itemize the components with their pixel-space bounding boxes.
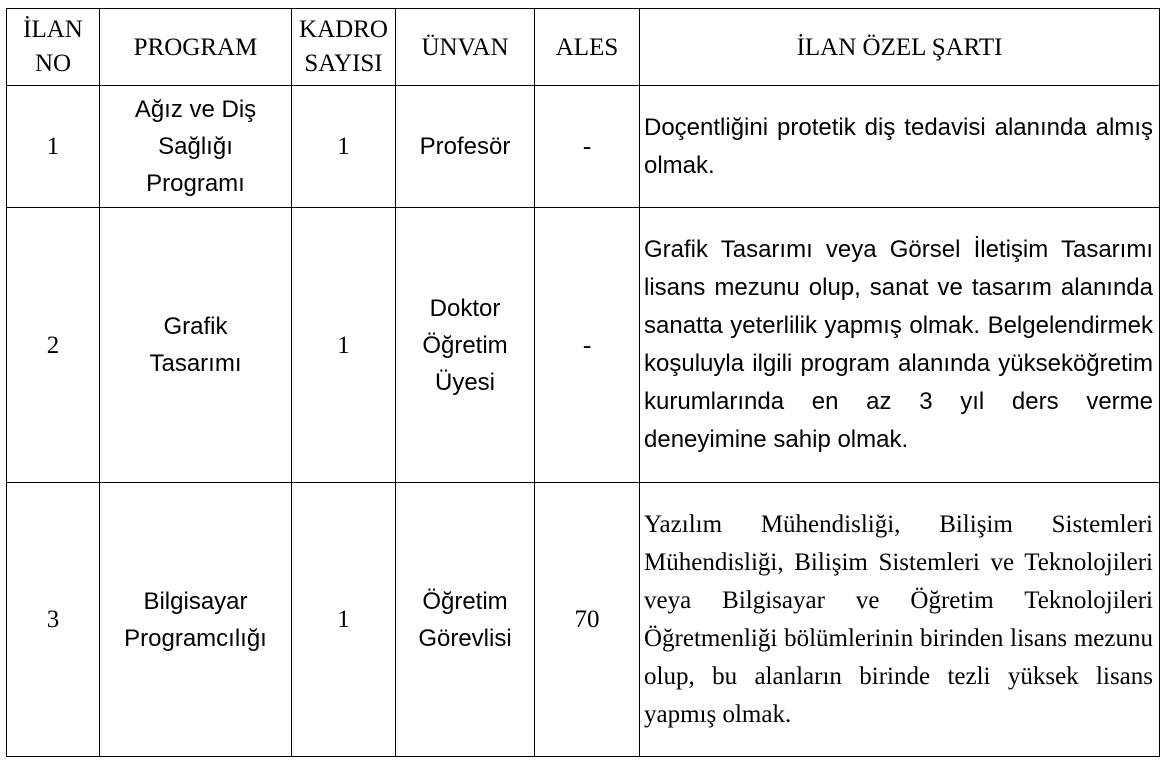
cell-program: Grafik Tasarımı xyxy=(100,208,292,483)
cell-ilan-ozel-sarti: Grafik Tasarımı veya Görsel İletişim Tasarımı lisans mezunu olup, sanat ve tasarım alanında sanatta yeterlilik yapmış olmak. Belgelendirmek koşuluyla ilgili program alanında yükseköğretim kurumlarında en az 3 yıl ders verme deneyimine sahip olmak. xyxy=(640,208,1160,483)
cell-ilan-ozel-sarti: Yazılım Mühendisliği, Bilişim Sistemleri Mühendisliği, Bilişim Sistemleri ve Teknolojileri veya Bilgisayar ve Öğretim Teknolojileri Öğretmenliği bölümlerinin birinden lisans mezunu olup, bu alanların birinde tezli yüksek lisans yapmış olmak. xyxy=(640,483,1160,757)
cell-ales: - xyxy=(535,86,640,208)
cell-ilan-no: 3 xyxy=(7,483,100,757)
cell-ales: 70 xyxy=(535,483,640,757)
cell-ilan-no: 1 xyxy=(7,86,100,208)
job-listing-table xyxy=(6,8,1160,757)
cell-ilan-ozel-sarti: Doçentliğini protetik diş tedavisi alanında almış olmak. xyxy=(640,86,1160,208)
header-ilan-no: İLAN NO xyxy=(7,9,100,86)
table-header-row xyxy=(7,9,1160,86)
cell-unvan: Profesör xyxy=(396,86,535,208)
header-program: PROGRAM xyxy=(100,9,292,86)
cell-unvan: Öğretim Görevlisi xyxy=(396,483,535,757)
header-kadro-sayisi: KADRO SAYISI xyxy=(292,9,396,86)
table-row xyxy=(7,86,1160,208)
header-ales: ALES xyxy=(535,9,640,86)
cell-ilan-no: 2 xyxy=(7,208,100,483)
cell-ales: - xyxy=(535,208,640,483)
cell-kadro-sayisi: 1 xyxy=(292,208,396,483)
header-unvan: ÜNVAN xyxy=(396,9,535,86)
cell-program: Ağız ve Diş Sağlığı Programı xyxy=(100,86,292,208)
cell-kadro-sayisi: 1 xyxy=(292,86,396,208)
cell-program: Bilgisayar Programcılığı xyxy=(100,483,292,757)
cell-kadro-sayisi: 1 xyxy=(292,483,396,757)
cell-unvan: Doktor Öğretim Üyesi xyxy=(396,208,535,483)
header-ilan-ozel-sarti: İLAN ÖZEL ŞARTI xyxy=(640,9,1160,86)
table-row xyxy=(7,208,1160,483)
table-row xyxy=(7,483,1160,757)
